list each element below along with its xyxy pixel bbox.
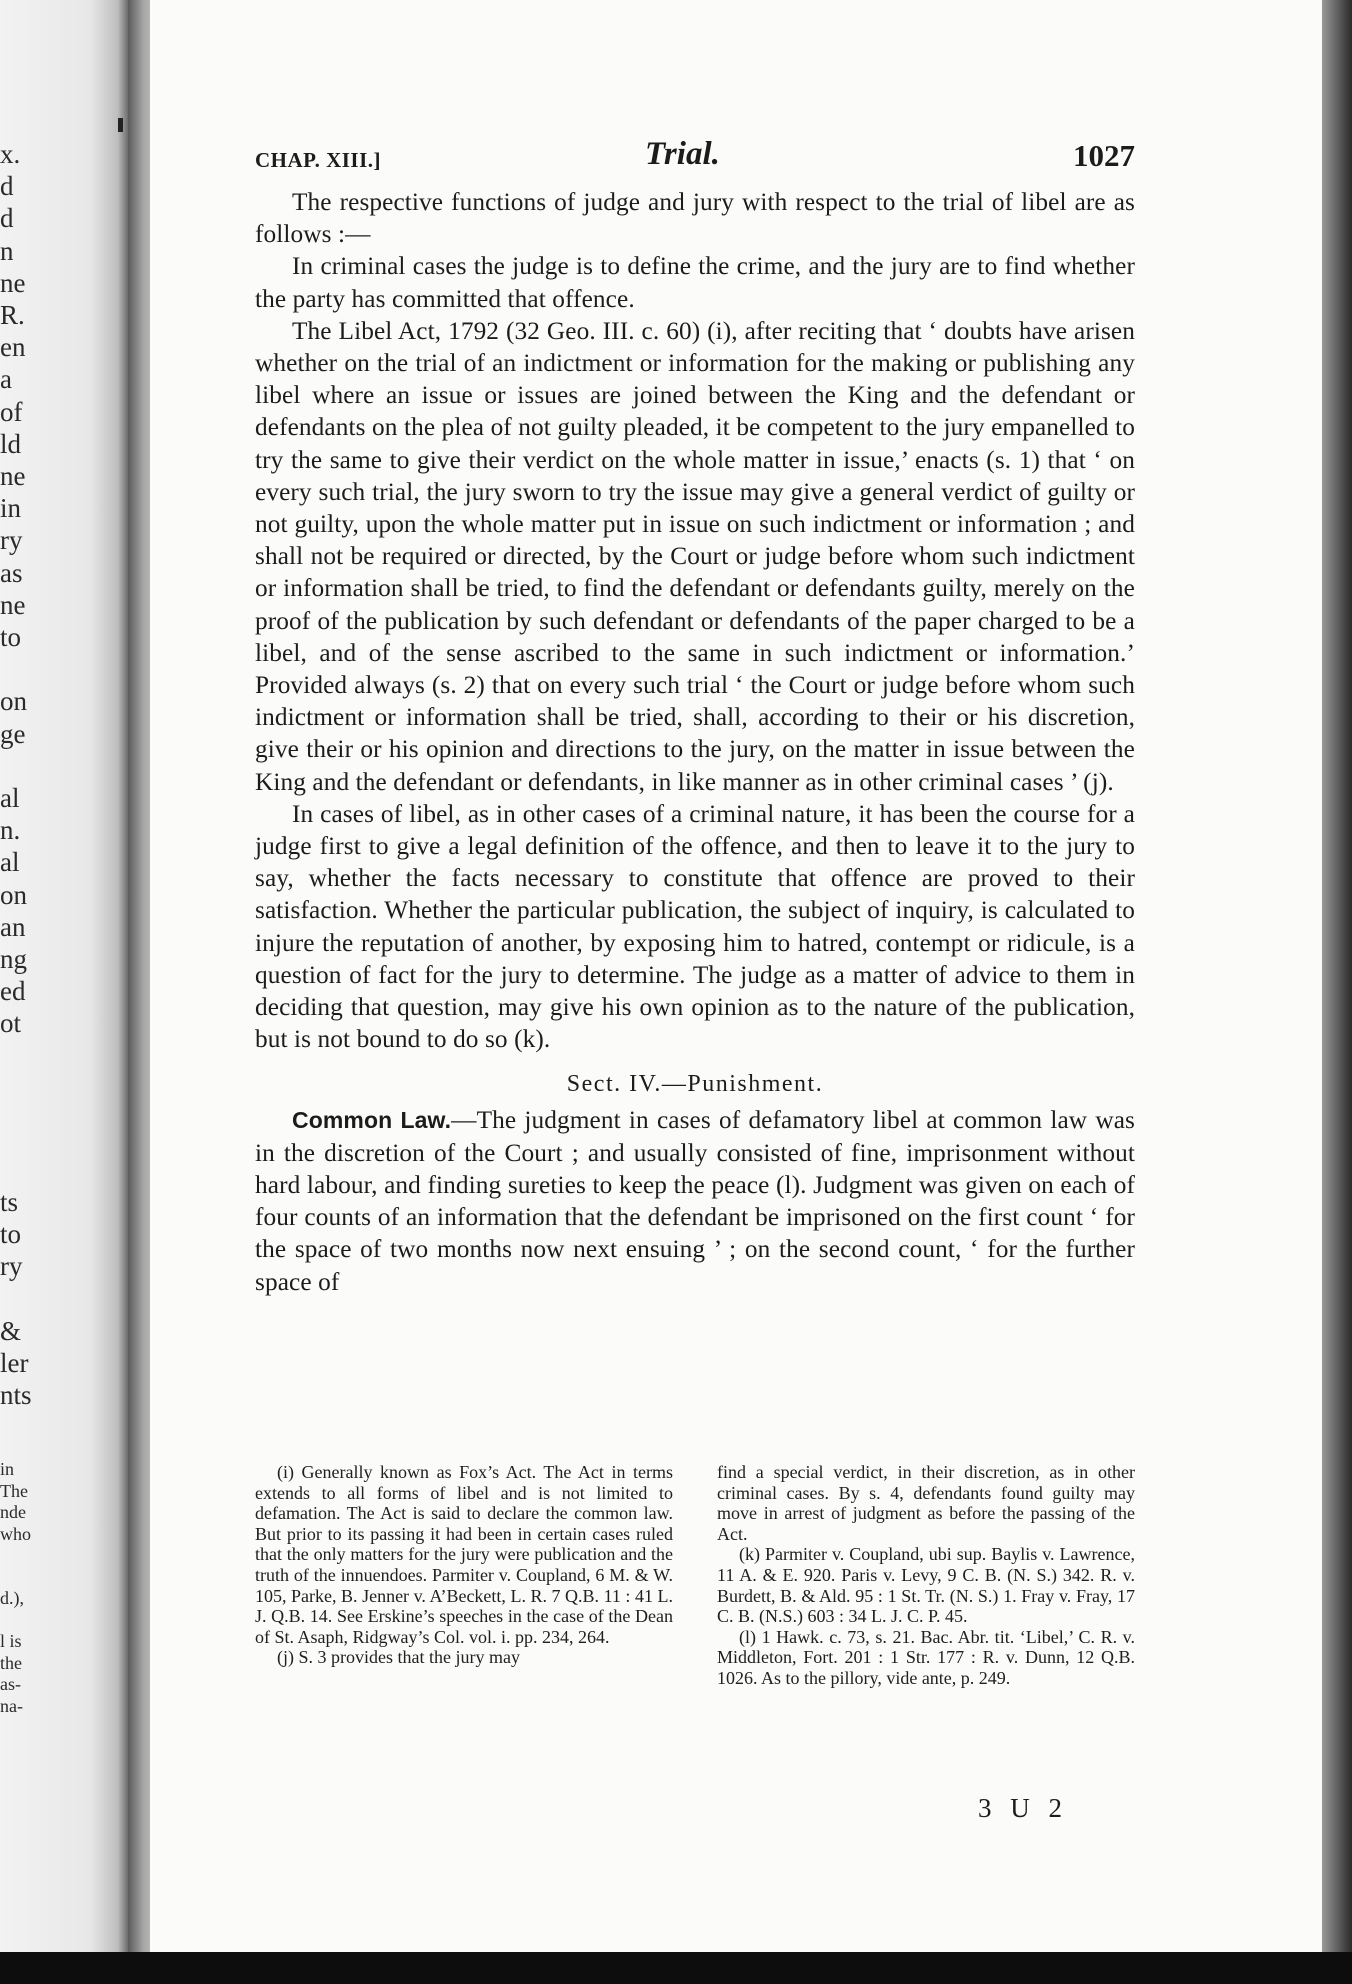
footnote-l: (l) 1 Hawk. c. 73, s. 21. Bac. Abr. tit. ‘Libel,’ C. R. v. Middleton, Fort. 201 : 1 Str. 177 : R. v. Dunn, 12 Q.B. 1026. As to the pillory, vide ante, p. 249.	[717, 1626, 1135, 1688]
footnotes	[255, 1462, 1135, 1689]
common-law-text: —The judgment in cases of defamatory libel at common law was in the discretion of the Court ; and usually consisted of fine, imprisonment without hard labour, and finding sureties to keep the peace (l). Judgment was given on each of four counts of an information that the defendant be imprisoned on the first count ‘ for the space of two months now next ensuing ’ ; on the second count, ‘ for the further space of	[255, 1106, 1135, 1296]
previous-page-fragment: an	[0, 911, 26, 942]
previous-page-footnote-fragment: who	[0, 1523, 31, 1544]
previous-page-fragment: ge	[0, 718, 26, 749]
page-number: 1027	[1073, 138, 1135, 173]
previous-page-fragment: ne	[0, 267, 26, 298]
previous-page-fragment: d	[0, 203, 14, 234]
previous-page-fragment: a	[0, 364, 12, 395]
previous-page-fragment: n	[0, 235, 14, 266]
previous-page-fragment: n.	[0, 815, 21, 846]
previous-page-fragment: al	[0, 783, 20, 813]
previous-page-fragment: ry	[0, 525, 23, 556]
page-right-edge	[1322, 0, 1352, 1952]
previous-page-footnote-fragment: as-	[0, 1674, 21, 1694]
previous-page-fragment: d	[0, 171, 14, 202]
common-law-lead: Common Law.	[292, 1107, 452, 1134]
previous-page-fragment: on	[0, 879, 27, 910]
chapter-label: CHAP. XIII.]	[255, 148, 381, 172]
previous-page-fragment: ne	[0, 461, 26, 491]
running-head	[255, 136, 1135, 186]
page-bottom-edge	[0, 1952, 1352, 1984]
footnote-j: (j) S. 3 provides that the jury may	[277, 1647, 520, 1668]
previous-page-footnote-fragment: the	[0, 1652, 22, 1673]
signature-mark: 3 U 2	[978, 1793, 1068, 1823]
previous-page-fragment: ed	[0, 976, 26, 1007]
previous-page-footnote-fragment: na-	[0, 1695, 23, 1716]
footnote-k: (k) Parmiter v. Coupland, ubi sup. Baylis v. Lawrence, 11 A. & E. 920. Paris v. Levy, 9 C. B. (N. S.) 342. R. v. Burdett, B. & Ald. 95 : 1 St. Tr. (N. S.) 1. Fray v. Fray, 17 C. B. (N.S.) 603 : 34 L. J. C. P. 45.	[717, 1544, 1135, 1627]
previous-page-footnote-fragment: nde	[0, 1502, 26, 1522]
previous-page-fragment: as	[0, 557, 23, 588]
previous-page-fragment: to	[0, 622, 22, 652]
previous-page-footnote-fragment: The	[0, 1480, 28, 1501]
previous-page-fragment: en	[0, 332, 26, 363]
section-heading: Sect. IV.—Punishment.	[566, 1071, 824, 1098]
footnote-column-left	[255, 1462, 673, 1689]
page-content	[255, 136, 1135, 1298]
previous-page-footnote-fragment: in	[0, 1459, 15, 1479]
margin-mark	[118, 118, 123, 132]
previous-page-fragment: R.	[0, 300, 25, 330]
footnote-j-continued: find a special verdict, in their discretion, as in other criminal cases. By s. 4, defendants found guilty may move in arrest of judgment as before the passing of the Act.	[717, 1462, 1135, 1544]
previous-page-fragment: ry	[0, 1251, 23, 1282]
previous-page-fragment: &	[0, 1315, 22, 1346]
footnote-i: (i) Generally known as Fox’s Act. The Act in terms extends to all forms of libel and is not limited to defamation. The Act is said to declare the common law. But prior to its passing it had been in certain cases ruled that the only matters for the jury were publication and the truth of the innuendoes. Parmiter v. Coupland, 6 M. & W. 105, Parke, B. Jenner v. A’Beckett, L. R. 7 Q.B. 11 : 41 L. J. Q.B. 14. See Erskine’s speeches in the case of the Dean of St. Asaph, Ridgway’s Col. vol. i. pp. 234, 264.	[255, 1462, 673, 1647]
previous-page-footnote-fragment: d.),	[0, 1588, 24, 1608]
previous-page-fragment: of	[0, 396, 23, 427]
paragraph-libel-act: The Libel Act, 1792 (32 Geo. III. c. 60) (i), after reciting that ‘ doubts have arisen whether on the trial of an indictment or information for the making or publishing any libel where an issue or issues are joined between the King and the defendant or defendants on the plea of not guilty pleaded, it be competent to the jury empanelled to try the same to give their verdict on the whole matter in issue,’ enacts (s. 1) that ‘ on every such trial, the jury sworn to try the issue may give a general verdict of guilty or not guilty, upon the whole matter put in issue on such indictment or information ; and shall not be required or directed, by the Court or judge before whom such indictment or information shall be tried, to find the defendant or defendants guilty, merely on the proof of the publication by such defendant or defendants of the paper charged to be a libel, and of the sense ascribed to the same in such indictment or information.’ Provided always (s. 2) that on every such trial ‘ the Court or judge before whom such indictment or information shall be tried, shall, according to their or his discretion, give their or his opinion and directions to the jury, on the matter in issue between the King and the defendant or defendants, in like manner as in other criminal cases ’ (j).	[255, 316, 1135, 796]
previous-page-fragment: ts	[0, 1187, 19, 1217]
paragraph-cases-of-libel: In cases of libel, as in other cases of a criminal nature, it has been the course for a judge first to give a legal definition of the offence, and then to leave it to the jury to say, whether the facts necessary to constitute that offence are proved to their satisfaction. Whether the particular publication, the subject of inquiry, is calculated to injure the reputation of another, by exposing him to hatred, contempt or ridicule, is a question of fact for the jury to determine. The judge as a matter of advice to them in deciding that question, may give his own opinion as to the nature of the publication, but is not bound to do so (k).	[255, 799, 1135, 1054]
previous-page-fragment: x.	[0, 139, 21, 169]
previous-page-fragment: in	[0, 493, 22, 524]
previous-page-fragment: to	[0, 1219, 22, 1250]
previous-page-fragment: ng	[0, 944, 27, 974]
previous-page-fragment: ler	[0, 1348, 29, 1378]
previous-page-fragment: ne	[0, 589, 26, 620]
paragraph-criminal-cases: In criminal cases the judge is to define the crime, and the jury are to find whether the party has committed that offence.	[255, 252, 1135, 313]
previous-page-footnote-fragment: l is	[0, 1631, 22, 1651]
paragraph-functions: The respective functions of judge and jury with respect to the trial of libel are as follows :—	[255, 188, 1135, 249]
paragraph-common-law	[255, 1104, 1135, 1297]
previous-page-edge	[0, 0, 128, 1960]
running-title: Trial.	[645, 136, 720, 172]
previous-page-fragment: nts	[0, 1380, 32, 1411]
previous-page-fragment: ld	[0, 428, 22, 459]
previous-page-fragment: ot	[0, 1008, 22, 1039]
previous-page-fragment: al	[0, 847, 20, 878]
previous-page-fragment: on	[0, 686, 27, 717]
footnote-column-right	[717, 1462, 1135, 1689]
